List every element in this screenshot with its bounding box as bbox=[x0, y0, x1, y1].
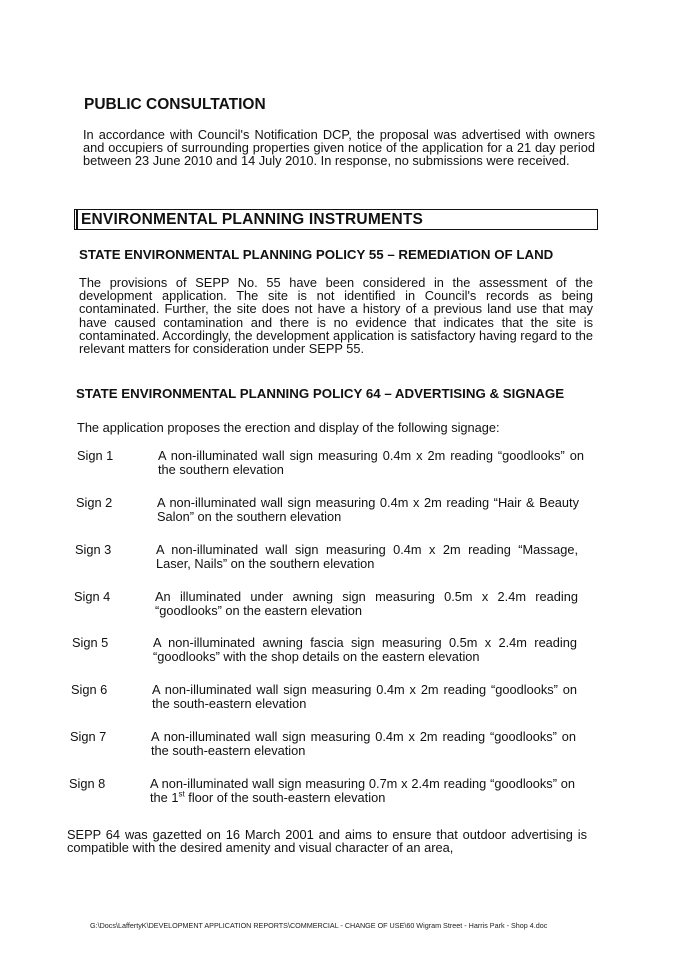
sign-label: Sign 2 bbox=[76, 495, 113, 510]
sign-description: An illuminated under awning sign measuring 0.5m x 2.4m reading “goodlooks” on the eastern elevation bbox=[155, 589, 578, 618]
sign-label: Sign 8 bbox=[69, 776, 106, 791]
sign-description-text: A non-illuminated wall sign measuring 0.7m x 2.4m reading “goodlooks” on the 1 bbox=[150, 776, 575, 805]
sign-description: A non-illuminated awning fascia sign measuring 0.5m x 2.4m reading “goodlooks” with the shop details on the eastern elevation bbox=[153, 635, 577, 664]
sign-description: A non-illuminated wall sign measuring 0.4m x 2m reading “goodlooks” on the south-eastern elevation bbox=[151, 729, 576, 758]
sign-description: A non-illuminated wall sign measuring 0.4m x 2m reading “Hair & Beauty Salon” on the southern elevation bbox=[157, 495, 579, 524]
sepp55-paragraph: The provisions of SEPP No. 55 have been considered in the assessment of the development application. The site is not identified in Council's records as being contaminated. Further, the site does not have a history of a previous land use that may have caused contamination and there is no evidence that indicates that the site is contaminated. Accordingly, the development application is satisfactory having regard to the relevant matters for consideration under SEPP 55. bbox=[79, 275, 593, 357]
sign-description bbox=[150, 777, 575, 805]
public-consultation-heading: PUBLIC CONSULTATION bbox=[84, 96, 266, 113]
sign-description: A non-illuminated wall sign measuring 0.4m x 2m reading “Massage, Laser, Nails” on the southern elevation bbox=[156, 542, 578, 571]
sign-label: Sign 5 bbox=[72, 635, 109, 650]
sign-label: Sign 7 bbox=[70, 729, 107, 744]
heading-box-bar bbox=[76, 210, 78, 229]
epi-heading-box bbox=[74, 209, 598, 230]
sepp64-intro: The application proposes the erection and display of the following signage: bbox=[77, 420, 500, 435]
public-consultation-paragraph: In accordance with Council's Notification DCP, the proposal was advertised with owners and occupiers of surrounding properties given notice of the application for a 21 day period between 23 June 2010 and 14 July 2010. In response, no submissions were received. bbox=[83, 127, 595, 169]
sign-description: A non-illuminated wall sign measuring 0.4m x 2m reading “goodlooks” on the southern elevation bbox=[158, 448, 584, 477]
sign-description: A non-illuminated wall sign measuring 0.4m x 2m reading “goodlooks” on the south-eastern elevation bbox=[152, 682, 577, 711]
sign-label: Sign 4 bbox=[74, 589, 111, 604]
ordinal-superscript: st bbox=[178, 789, 185, 799]
sign-label: Sign 3 bbox=[75, 542, 112, 557]
sign-label: Sign 1 bbox=[77, 448, 114, 463]
sepp55-heading: STATE ENVIRONMENTAL PLANNING POLICY 55 – REMEDIATION OF LAND bbox=[79, 247, 554, 262]
sepp64-heading: STATE ENVIRONMENTAL PLANNING POLICY 64 – ADVERTISING & SIGNAGE bbox=[76, 386, 565, 401]
document-footer-path: G:\Docs\LaffertyK\DEVELOPMENT APPLICATION REPORTS\COMMERCIAL - CHANGE OF USE\60 Wigram Street - Harris Park - Shop 4.doc bbox=[90, 921, 548, 930]
sign-description-text-end: floor of the south-eastern elevation bbox=[184, 790, 386, 805]
sepp64-closing-paragraph: SEPP 64 was gazetted on 16 March 2001 and aims to ensure that outdoor advertising is compatible with the desired amenity and visual character of an area, bbox=[67, 827, 587, 856]
epi-heading: ENVIRONMENTAL PLANNING INSTRUMENTS bbox=[81, 211, 424, 228]
sign-label: Sign 6 bbox=[71, 682, 108, 697]
